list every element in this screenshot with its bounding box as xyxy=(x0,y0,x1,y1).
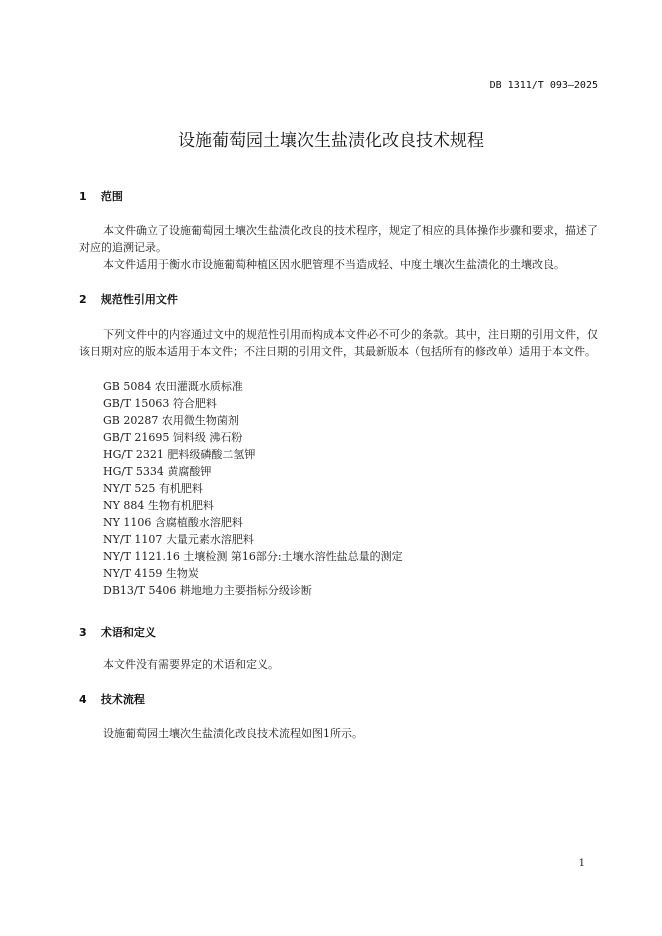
scope-paragraph-1: 本文件确立了设施葡萄园土壤次生盐渍化改良的技术程序，规定了相应的具体操作步骤和要求，描述了对应的追溯记录。 xyxy=(79,224,598,254)
reference-item: NY/T 1107 大量元素水溶肥料 xyxy=(103,533,254,546)
section-title: 技术流程 xyxy=(100,693,145,706)
reference-item: NY/T 1121.16 土壤检测 第16部分:土壤水溶性盐总量的测定 xyxy=(103,550,403,563)
reference-item: NY 884 生物有机肥料 xyxy=(103,499,214,512)
section-title: 术语和定义 xyxy=(100,626,156,639)
section-number: 2 xyxy=(79,293,87,306)
flow-paragraph: 设施葡萄园土壤次生盐渍化改良技术流程如图1所示。 xyxy=(103,727,363,740)
reference-item: NY 1106 含腐植酸水溶肥料 xyxy=(103,516,243,529)
section-heading-normative-references xyxy=(79,291,178,307)
document-code: DB 1311/T 093—2025 xyxy=(489,80,598,91)
page-number-text: 1 xyxy=(578,858,585,869)
reference-list xyxy=(103,378,403,599)
reference-item: GB/T 15063 符合肥料 xyxy=(103,397,217,410)
reference-item: NY/T 525 有机肥料 xyxy=(103,482,203,495)
reference-item: DB13/T 5406 耕地地力主要指标分级诊断 xyxy=(103,584,312,597)
section-number: 3 xyxy=(79,626,87,639)
reference-item: GB 20287 农用微生物菌剂 xyxy=(103,414,239,427)
section-number: 1 xyxy=(79,190,87,203)
section-number: 4 xyxy=(79,693,87,706)
reference-item: GB 5084 农田灌溉水质标准 xyxy=(103,380,243,393)
scope-paragraph-2: 本文件适用于衡水市设施葡萄种植区因水肥管理不当造成轻、中度土壤次生盐渍化的土壤改良。 xyxy=(103,258,565,271)
reference-item: HG/T 2321 肥料级磷酸二氢钾 xyxy=(103,448,256,461)
reference-item: GB/T 21695 饲料级 沸石粉 xyxy=(103,431,243,444)
section-heading-terms xyxy=(79,624,156,640)
document-title: 设施葡萄园土壤次生盐渍化改良技术规程 xyxy=(178,131,484,151)
terms-paragraph: 本文件没有需要界定的术语和定义。 xyxy=(103,658,279,671)
reference-item: NY/T 4159 生物炭 xyxy=(103,567,199,580)
section-title: 规范性引用文件 xyxy=(100,293,178,306)
reference-item: HG/T 5334 黄腐酸钾 xyxy=(103,465,212,478)
section-title: 范围 xyxy=(100,190,123,203)
section-heading-technical-flow xyxy=(79,691,145,707)
section-heading-scope xyxy=(79,188,123,204)
normative-intro-paragraph: 下列文件中的内容通过文中的规范性引用而构成本文件必不可少的条款。其中，注日期的引用文件，仅该日期对应的版本适用于本文件；不注日期的引用文件，其最新版本（包括所有的修改单）适用于本文件。 xyxy=(79,328,598,358)
